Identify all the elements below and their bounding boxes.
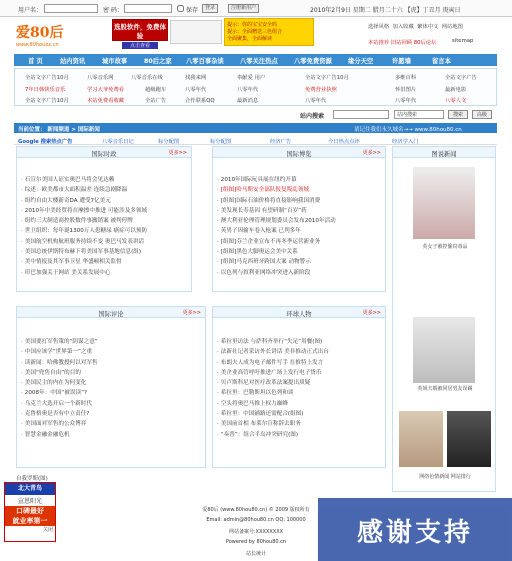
list-item[interactable]: · 美国航空机构航班服务持续不变 奥巴马发表讲话 — [21, 237, 187, 247]
list-item[interactable]: · 组约自由大楼新奇DA 遭受7亿美元 — [21, 196, 187, 206]
news-list — [21, 175, 187, 278]
banner-right-line2: 提示：全面赠送三色组合 — [227, 29, 283, 35]
list-item[interactable]: · 2010年中美经贸将在摩擦中推进 可能涉及多领域 — [21, 206, 187, 216]
nav-80home[interactable]: 80后之家 — [144, 58, 172, 65]
password-input[interactable] — [124, 4, 172, 13]
side-ad-close[interactable]: 关闭 — [42, 527, 53, 533]
logo-url: www.80houxx.cn — [16, 42, 59, 48]
nav-wish[interactable]: 许愿墙 — [392, 58, 411, 65]
panel-title: 国际评论 — [98, 311, 124, 318]
subnav-link[interactable]: 奉献爱 用户 — [237, 75, 266, 81]
domain-notice: 请记住我们永久域名→→ www.80hou80.cn — [354, 127, 462, 133]
more-link[interactable]: 更多>> — [362, 310, 381, 316]
panel-title: 环球人物 — [286, 311, 312, 318]
tab-music[interactable]: 八零音乐日记 — [102, 139, 134, 145]
list-item[interactable]: · 美国面对军售的公众博弈 — [21, 419, 201, 429]
list-item[interactable]: · 石宣尔美国人证实奥巴马将会见达赖 — [21, 175, 187, 185]
panel-intl-review — [16, 306, 206, 468]
subnav-link[interactable]: 免费营业执照 — [305, 87, 337, 93]
list-item[interactable]: · 乌克兰大选开启一个新时代 — [21, 399, 201, 409]
list-item[interactable]: · 美国要打军售策的“阴谋之意” — [21, 337, 201, 347]
subnav-link[interactable]: 多维百科 — [395, 75, 417, 81]
remember-checkbox[interactable] — [177, 5, 184, 12]
list-item[interactable]: · 法新社记者采访外长讲话 美非推动正式出台 — [217, 347, 381, 357]
list-item[interactable]: · “奏普”：组合半岛冲突研究(图) — [217, 430, 381, 440]
link-favorite[interactable]: 加入收藏 — [392, 24, 414, 30]
list-item[interactable]: · 空头将奥巴马推上权力巅峰 — [217, 399, 381, 409]
list-item[interactable]: · 美国总统伊斯特布赫下将美国军事基地信息(组) — [21, 247, 187, 257]
subnav-link[interactable]: 本站免费看收藏 — [87, 98, 125, 104]
more-link[interactable]: 更多>> — [182, 310, 201, 316]
thanks-text: 感谢支持 — [356, 518, 473, 548]
nav-fate[interactable]: 缘分天空 — [348, 58, 374, 65]
link-style[interactable]: 选择风格 — [368, 24, 390, 30]
subnav-link[interactable]: 八零年代 — [185, 87, 207, 93]
panel-environment — [212, 306, 386, 468]
subnav-link[interactable]: 全站广告 — [145, 98, 167, 104]
nav-city[interactable]: 城市故事 — [102, 58, 128, 65]
more-link[interactable]: 更多>> — [168, 150, 187, 156]
subnav-link[interactable]: 找我来网 — [185, 75, 207, 81]
main-nav — [14, 54, 497, 66]
banner-right-line1: 提示：你的宝宝安全吗 — [227, 22, 278, 28]
search-button[interactable]: 搜索 — [448, 110, 468, 119]
list-item[interactable]: · 综述：欧美都市大面积温差 连续急剧降温 — [21, 185, 187, 195]
subnav-link[interactable]: 最新消息 — [237, 98, 259, 104]
subnav-link[interactable]: 学习大爷免费看 — [87, 87, 125, 93]
more-link[interactable]: 更多>> — [362, 150, 381, 156]
list-item[interactable]: · 美国前首相 布莱尔宣称辞去职务 — [217, 419, 381, 429]
nav-news[interactable]: 站内资讯 — [60, 58, 86, 65]
list-item[interactable]: · 组约三大制造商控股数件事撤销案 被判停牌 — [21, 216, 187, 226]
nav-guestbook[interactable]: 留言本 — [432, 58, 451, 65]
footer-powered: Powered by 80hou80.cn — [225, 539, 287, 545]
subnav-link[interactable]: 八零音乐在线 — [131, 75, 163, 81]
list-item[interactable]: · 以色列与叙利亚网络冲突进入新阶段 — [217, 268, 381, 278]
list-item[interactable]: · 澳大利亚伦理管理规划委员会发布2010年活动 — [217, 216, 381, 226]
breadcrumb-bar — [14, 123, 497, 133]
news-list — [21, 337, 201, 440]
footer-email: Email: admin@80hou80.cn QQ: 100000 — [206, 517, 306, 523]
list-item[interactable]: · 美中情报及其军事卫星 华盛顿相关监督 — [21, 257, 187, 267]
logo-text: 爱80后 — [16, 25, 64, 41]
site-logo[interactable] — [16, 22, 106, 50]
header-links — [368, 22, 508, 30]
banner-thumb[interactable] — [170, 20, 222, 44]
photo-thumb[interactable] — [447, 411, 491, 467]
photo-caption[interactable]: 英女子被控偷窃毒品 — [422, 244, 468, 250]
side-ad-brand: 北大青鸟 — [5, 483, 55, 495]
search-scope-select[interactable]: 站内搜索 — [394, 110, 444, 119]
news-list — [217, 175, 381, 278]
list-item[interactable]: · [组图]哈马斯安全部队报复叛乱领域 — [217, 185, 381, 195]
password-label: 密 码： — [103, 7, 123, 14]
login-button[interactable]: 登录 — [202, 4, 218, 13]
panel-intl-politics — [16, 146, 192, 292]
subnav-link[interactable]: 最新电影 — [445, 87, 467, 93]
link-traditional[interactable]: 繁体中文 — [417, 24, 439, 30]
list-item[interactable]: · 智慧金融金融危机 — [21, 430, 201, 440]
news-list — [217, 337, 381, 440]
list-item[interactable]: · 美企业高管呼吁推进广场上发行电子货币 — [217, 368, 381, 378]
subnav-link[interactable]: 八零年代 — [305, 98, 327, 104]
tab-pic2[interactable]: 标分配图 — [210, 139, 232, 145]
tab-google[interactable]: Google 搜索热点广告 — [18, 139, 73, 145]
subnav-link[interactable]: 合作联系QQ — [185, 98, 215, 104]
photo-caption[interactable]: 英姐夫婿被同居男友误踢 — [417, 386, 473, 392]
photo-thumb[interactable] — [413, 167, 475, 239]
list-item[interactable]: · 美国民主的内在为何变化 — [21, 378, 201, 388]
photo-caption[interactable]: 网络色情新闻 网站排行 — [419, 474, 471, 480]
footer-copyright: 爱80后 (www.80hou80.cn) © 2009 版权所有 — [202, 507, 310, 513]
tab-today[interactable]: 今日热点点评 — [328, 139, 360, 145]
list-item[interactable]: · 美国“兜售自由”的目的 — [21, 368, 201, 378]
banner-ad-text: 选股软件，免费体验 — [114, 23, 166, 40]
list-item[interactable]: · [组图]马克西班牙跨国大案 动物警示 — [217, 257, 381, 267]
login-bar — [0, 0, 512, 17]
panel-photo-news — [392, 146, 496, 492]
subnav-link[interactable]: 全站文字广告10月 — [25, 75, 69, 81]
list-item[interactable]: · 世卫组织：每年诞1300万人患糖尿 癌症可以预防 — [21, 226, 187, 236]
thanks-overlay — [318, 498, 512, 561]
list-item[interactable]: · [组图]黑色大脚奥运会美中关系 — [217, 247, 381, 257]
tab-econ-ad[interactable]: 经济广告 — [270, 139, 292, 145]
register-link[interactable]: 注册新用户 — [228, 4, 259, 13]
list-item[interactable]: · 希拉里：巴勒斯坦以色列和谈 — [217, 388, 381, 398]
username-input[interactable] — [44, 4, 98, 13]
subnav-link[interactable]: 八零人文 — [445, 98, 467, 104]
tab-econ-intro[interactable]: 经济学入门 — [392, 139, 419, 145]
list-item[interactable]: · 印巴加强关于网站 美关系发展中心 — [21, 268, 187, 278]
subnav-link[interactable]: 7年日韩快乐音乐 — [25, 87, 66, 93]
list-item[interactable]: · 2010年国际玩具展在纽约开幕 — [217, 175, 381, 185]
photo-thumb[interactable] — [413, 317, 475, 383]
nav-gossip[interactable]: 八零百事杂谈 — [186, 58, 224, 65]
list-item[interactable]: · 希拉里访法 与萨科齐举行“失足”用餐(图) — [217, 337, 381, 347]
subnav-link[interactable]: 八零年代 — [237, 87, 259, 93]
banner-ad-cta[interactable]: 点击查看 — [122, 42, 158, 49]
sub-nav — [14, 68, 497, 106]
advanced-search-button[interactable]: 高级 — [472, 110, 492, 119]
panel-intl-wonders — [212, 146, 386, 292]
footer-stats[interactable]: 站长统计 — [245, 551, 266, 557]
ad-tabs — [14, 136, 497, 145]
side-ad-line: 就业率第一 — [5, 516, 55, 526]
panel-title: 图说新闻 — [431, 151, 457, 158]
subnav-link[interactable]: 八零年代 — [395, 98, 417, 104]
date-text: 2010年2月9日 星期二 腊月二十六 【虎】丁丑月 庚寅日 — [310, 7, 461, 14]
list-item[interactable]: · 贝卢斯科尼对医疗改革法案提出质疑 — [217, 378, 381, 388]
banner-ad-left[interactable] — [112, 19, 168, 49]
banner-right-line3: 全面聚集，全面解读 — [227, 36, 273, 42]
search-label: 站内搜索 — [300, 113, 325, 120]
panel-title: 国际时政 — [91, 151, 117, 158]
footer-icp[interactable]: 网站备案号:XXXXXXXX — [228, 529, 284, 535]
subnav-link[interactable]: 怀旧图片 — [395, 87, 417, 93]
subnav-link[interactable]: 八零音乐网 — [87, 75, 114, 81]
site-status[interactable]: 本站推荐 旧站回顾 80后论坛 — [368, 40, 437, 46]
list-item[interactable]: · 2008年：中国“被误读”? — [21, 388, 201, 398]
subnav-link[interactable]: 全站文字广告10月 — [25, 98, 69, 104]
side-ad-title: 宣恩阳光 — [17, 498, 42, 505]
nav-hot[interactable]: 八零关注热点 — [240, 58, 278, 65]
nav-home[interactable]: 首 页 — [28, 58, 43, 65]
list-item[interactable]: · 布朗夫人成为电子邮件写手 在推特上发言 — [217, 358, 381, 368]
nav-free[interactable]: 八零免费资源 — [294, 58, 332, 65]
remember-label: 保存 — [186, 7, 199, 14]
tab-pic1[interactable]: 标分配图 — [158, 139, 180, 145]
subnav-link[interactable]: 全站文字广告 — [445, 75, 477, 81]
subnav-link[interactable]: 超级跑车 — [145, 87, 167, 93]
list-item[interactable]: · 中国应该学“世界第一”之重 — [21, 347, 201, 357]
subnav-link[interactable]: 全站文字广告10月 — [305, 75, 349, 81]
username-label: 用户名： — [18, 7, 43, 14]
banner-ad-right[interactable] — [224, 18, 314, 46]
list-item[interactable]: · 克鲁格奥是否有中立责任? — [21, 409, 201, 419]
sitemap-link[interactable]: sitemap — [452, 38, 474, 44]
list-item[interactable]: · 希拉里：中国铺路还需配合(组图) — [217, 409, 381, 419]
list-item[interactable]: · [组图]国际石油价格将直接影响我国消费 — [217, 196, 381, 206]
list-item[interactable]: · [组图]芬兰企业宣布不再冬季运营新业务 — [217, 237, 381, 247]
link-sitemap-cn[interactable]: 网站地图 — [441, 24, 463, 30]
search-input[interactable] — [333, 110, 389, 119]
breadcrumb[interactable]: 当前位置： 新闻频道 > 国际新闻 — [18, 127, 100, 133]
list-item[interactable]: · 读新闻：哈佛教授何以对军售 — [21, 358, 201, 368]
bottom-label[interactable]: 自我罗斯(图) — [16, 476, 48, 482]
side-ad-line: 口碑最好 — [5, 506, 55, 516]
list-item[interactable]: · 美发现长寿基因 有望研制“百岁”药 — [217, 206, 381, 216]
list-item[interactable]: · 英男子因偷车卷入枪案 已判多年 — [217, 226, 381, 236]
panel-title: 国际博览 — [286, 151, 312, 158]
photo-thumb[interactable] — [399, 411, 443, 467]
